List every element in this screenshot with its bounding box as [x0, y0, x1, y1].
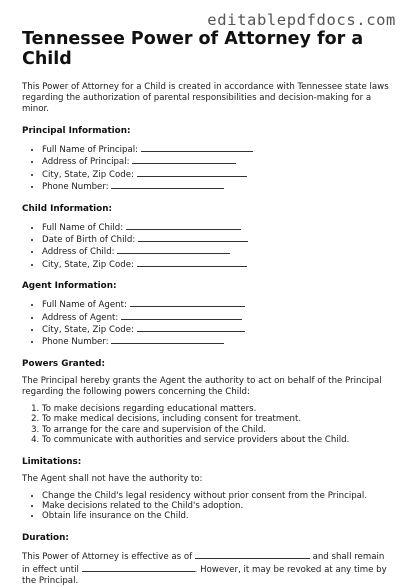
fill-line[interactable]: [126, 221, 241, 230]
powers-heading: Powers Granted:: [22, 358, 105, 369]
principal-address-field: [42, 155, 392, 167]
field-label: Address of Principal:: [42, 157, 130, 168]
agent-address-field: [42, 311, 392, 323]
duration-text-end: . However, it may be revoked at any time by the Principal.: [22, 564, 387, 586]
powers-paragraph: The Principal hereby grants the Agent the authority to act on behalf of the Principal regarding the following powers concerning the Child:: [22, 375, 382, 397]
field-label: City, State, Zip Code:: [42, 259, 134, 270]
duration-text-start: This Power of Attorney is effective as of: [22, 551, 193, 562]
power-item: 4. To communicate with authorities and service providers about the Child.: [42, 435, 392, 445]
fill-line[interactable]: [130, 298, 245, 307]
fill-line[interactable]: [137, 258, 247, 267]
duration-text-middle: and shall remain in effect until: [22, 551, 385, 575]
limitations-heading: Limitations:: [22, 456, 82, 467]
field-label: City, State, Zip Code:: [42, 169, 134, 180]
fill-line[interactable]: [141, 143, 253, 152]
principal-city-field: [42, 168, 392, 180]
power-item: 2. To make medical decisions, including consent for treatment.: [42, 414, 392, 424]
agent-name-field: [42, 298, 392, 310]
document-page: [22, 29, 392, 587]
limitation-item: • Obtain life insurance on the Child.: [42, 511, 392, 521]
effective-date-line[interactable]: [195, 550, 310, 559]
agent-fields: [22, 298, 392, 348]
field-label: City, State, Zip Code:: [42, 325, 134, 336]
limitation-item: • Change the Child's legal residency without prior consent from the Principal.: [42, 491, 392, 501]
field-label: Full Name of Child:: [42, 222, 124, 233]
power-item: 1. To make decisions regarding educational matters.: [42, 404, 392, 414]
fill-line[interactable]: [137, 168, 247, 177]
fill-line[interactable]: [137, 323, 245, 332]
power-item: 3. To arrange for the care and supervision of the Child.: [42, 425, 392, 435]
child-address-field: [42, 245, 392, 257]
principal-name-field: [42, 143, 392, 155]
intro-paragraph: This Power of Attorney for a Child is created in accordance with Tennessee state laws regarding the authorization of parental responsibilities and decision-making for a minor.: [22, 82, 389, 114]
principal-heading: Principal Information:: [22, 126, 131, 136]
principal-phone-field: [42, 180, 392, 192]
fill-line[interactable]: [111, 180, 224, 189]
child-city-field: [42, 258, 392, 270]
site-watermark: editablepdfdocs.com: [207, 11, 396, 29]
end-date-line[interactable]: [82, 563, 195, 572]
limitations-list: [22, 491, 392, 522]
child-name-field: [42, 221, 392, 233]
field-label: Date of Birth of Child:: [42, 235, 136, 246]
fill-line[interactable]: [111, 335, 224, 344]
field-label: Phone Number:: [42, 182, 109, 193]
agent-phone-field: [42, 335, 392, 347]
principal-fields: [22, 143, 392, 193]
child-fields: [22, 221, 392, 271]
duration-heading: Duration:: [22, 532, 69, 543]
limitations-paragraph: The Agent shall not have the authority to:: [22, 473, 203, 484]
child-dob-field: [42, 233, 392, 245]
document-title: Tennessee Power of Attorney for a Child: [22, 29, 364, 69]
fill-line[interactable]: [138, 233, 248, 242]
field-label: Address of Agent:: [42, 312, 119, 323]
agent-heading: Agent Information:: [22, 281, 117, 292]
field-label: Address of Child:: [42, 247, 115, 258]
limitation-item: • Make decisions related to the Child's adoption.: [42, 501, 392, 511]
child-heading: Child Information:: [22, 203, 113, 214]
agent-city-field: [42, 323, 392, 335]
field-label: Full Name of Principal:: [42, 145, 139, 155]
field-label: Full Name of Agent:: [42, 300, 127, 311]
duration-paragraph: [22, 550, 392, 587]
fill-line[interactable]: [121, 311, 242, 320]
fill-line[interactable]: [132, 155, 236, 164]
powers-list: [22, 404, 392, 446]
field-label: Phone Number:: [42, 337, 109, 348]
fill-line[interactable]: [117, 245, 230, 254]
